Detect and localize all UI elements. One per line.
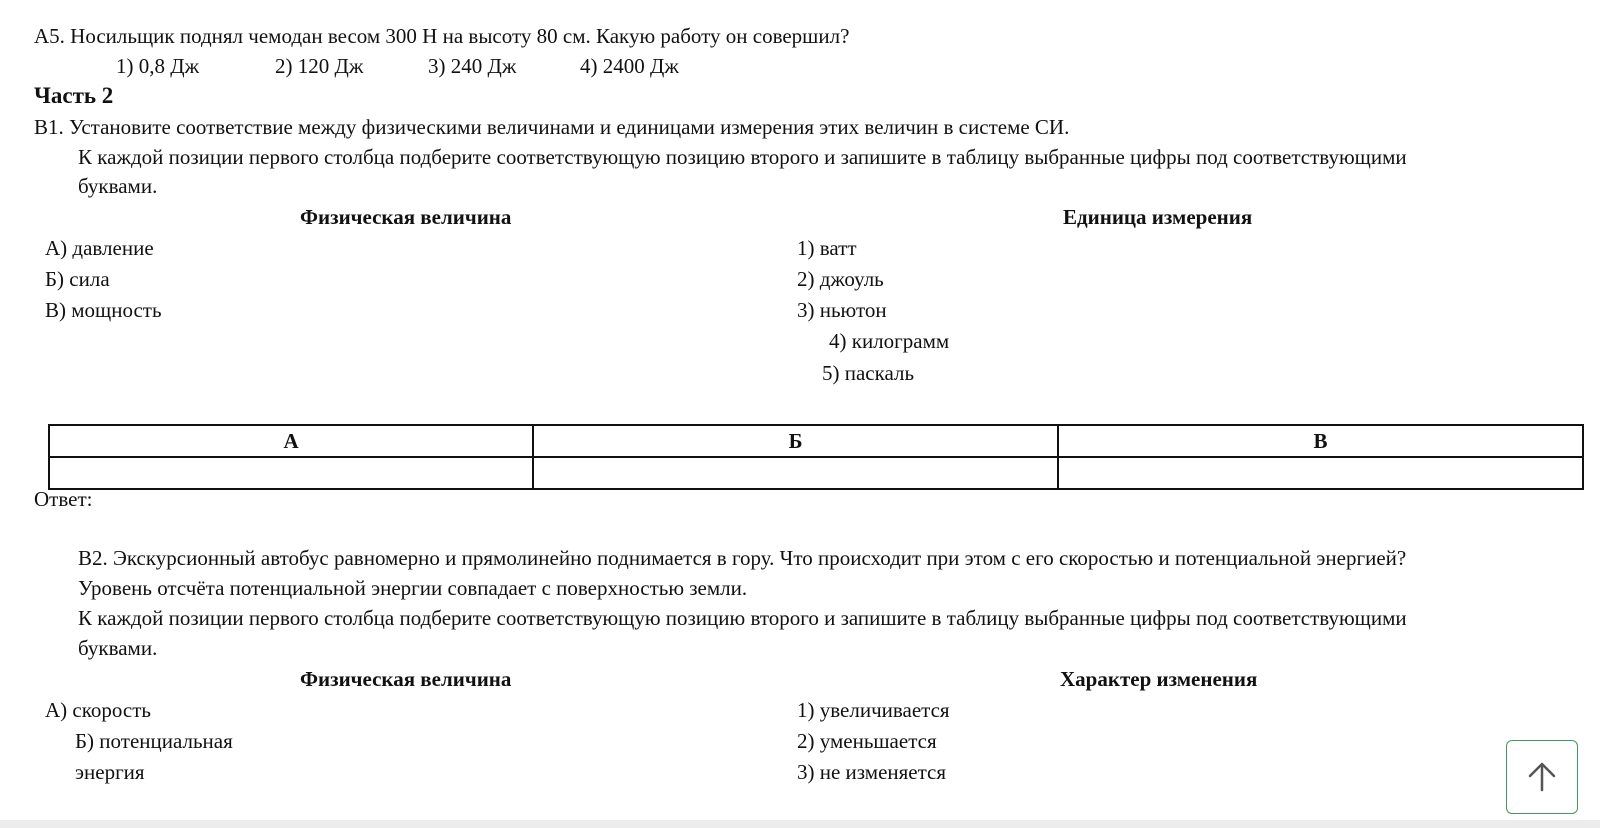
b2-instruction-line2: буквами. bbox=[78, 636, 158, 660]
answer-table-header-a: А bbox=[49, 425, 533, 457]
a5-option-3: 3) 240 Дж bbox=[428, 54, 517, 78]
b1-right-item: 1) ватт bbox=[797, 236, 857, 260]
b2-right-item: 3) не изменяется bbox=[797, 760, 947, 784]
b1-left-item: А) давление bbox=[45, 236, 154, 260]
b1-left-item: Б) сила bbox=[45, 267, 110, 291]
b1-right-item: 2) джоуль bbox=[797, 267, 884, 291]
b1-instruction-line1: К каждой позиции первого столбца подберите соответствующую позицию второго и запишите в таблицу выбранные цифры под соответствующими bbox=[78, 145, 1407, 169]
b1-column2-header: Единица измерения bbox=[1063, 205, 1253, 229]
b2-column1-header: Физическая величина bbox=[300, 667, 512, 691]
b1-answer-table bbox=[48, 424, 1584, 490]
b2-instruction-line1: К каждой позиции первого столбца подберите соответствующую позицию второго и запишите в таблицу выбранные цифры под соответствующими bbox=[78, 606, 1407, 630]
b1-right-item: 5) паскаль bbox=[822, 361, 915, 385]
b2-intro-line1: В2. Экскурсионный автобус равномерно и прямолинейно поднимается в гору. Что происходит при этом с его скоростью и потенциальной энергией? bbox=[78, 546, 1407, 570]
answer-cell-b[interactable] bbox=[533, 457, 1058, 489]
b2-right-item: 1) увеличивается bbox=[797, 698, 950, 722]
answer-table-header-v: В bbox=[1058, 425, 1583, 457]
b1-column1-header: Физическая величина bbox=[300, 205, 512, 229]
a5-question: А5. Носильщик поднял чемодан весом 300 Н на высоту 80 см. Какую работу он совершил? bbox=[34, 24, 850, 48]
b2-left-item: А) скорость bbox=[45, 698, 151, 722]
b1-right-item: 4) килограмм bbox=[829, 329, 950, 353]
a5-option-2: 2) 120 Дж bbox=[275, 54, 364, 78]
b1-right-item: 3) ньютон bbox=[797, 298, 887, 322]
answer-cell-v[interactable] bbox=[1058, 457, 1583, 489]
b1-instruction-line2: буквами. bbox=[78, 174, 158, 198]
b2-right-item: 2) уменьшается bbox=[797, 729, 937, 753]
a5-option-1: 1) 0,8 Дж bbox=[116, 54, 200, 78]
b1-intro: В1. Установите соответствие между физическими величинами и единицами измерения этих величин в системе СИ. bbox=[34, 115, 1070, 139]
b1-answer-label: Ответ: bbox=[34, 487, 93, 511]
b2-column2-header: Характер изменения bbox=[1060, 667, 1258, 691]
b2-left-item: энергия bbox=[75, 760, 145, 784]
answer-table-header-b: Б bbox=[533, 425, 1058, 457]
b1-left-item: В) мощность bbox=[45, 298, 162, 322]
answer-table-header-row bbox=[49, 425, 1583, 457]
part2-heading: Часть 2 bbox=[34, 83, 114, 108]
answer-cell-a[interactable] bbox=[49, 457, 533, 489]
arrow-up-icon bbox=[1525, 760, 1559, 794]
a5-option-4: 4) 2400 Дж bbox=[580, 54, 679, 78]
scroll-to-top-button[interactable] bbox=[1506, 740, 1578, 814]
b2-intro-line2: Уровень отсчёта потенциальной энергии совпадает с поверхностью земли. bbox=[78, 576, 748, 600]
answer-table-input-row bbox=[49, 457, 1583, 489]
b2-left-item: Б) потенциальная bbox=[75, 729, 233, 753]
